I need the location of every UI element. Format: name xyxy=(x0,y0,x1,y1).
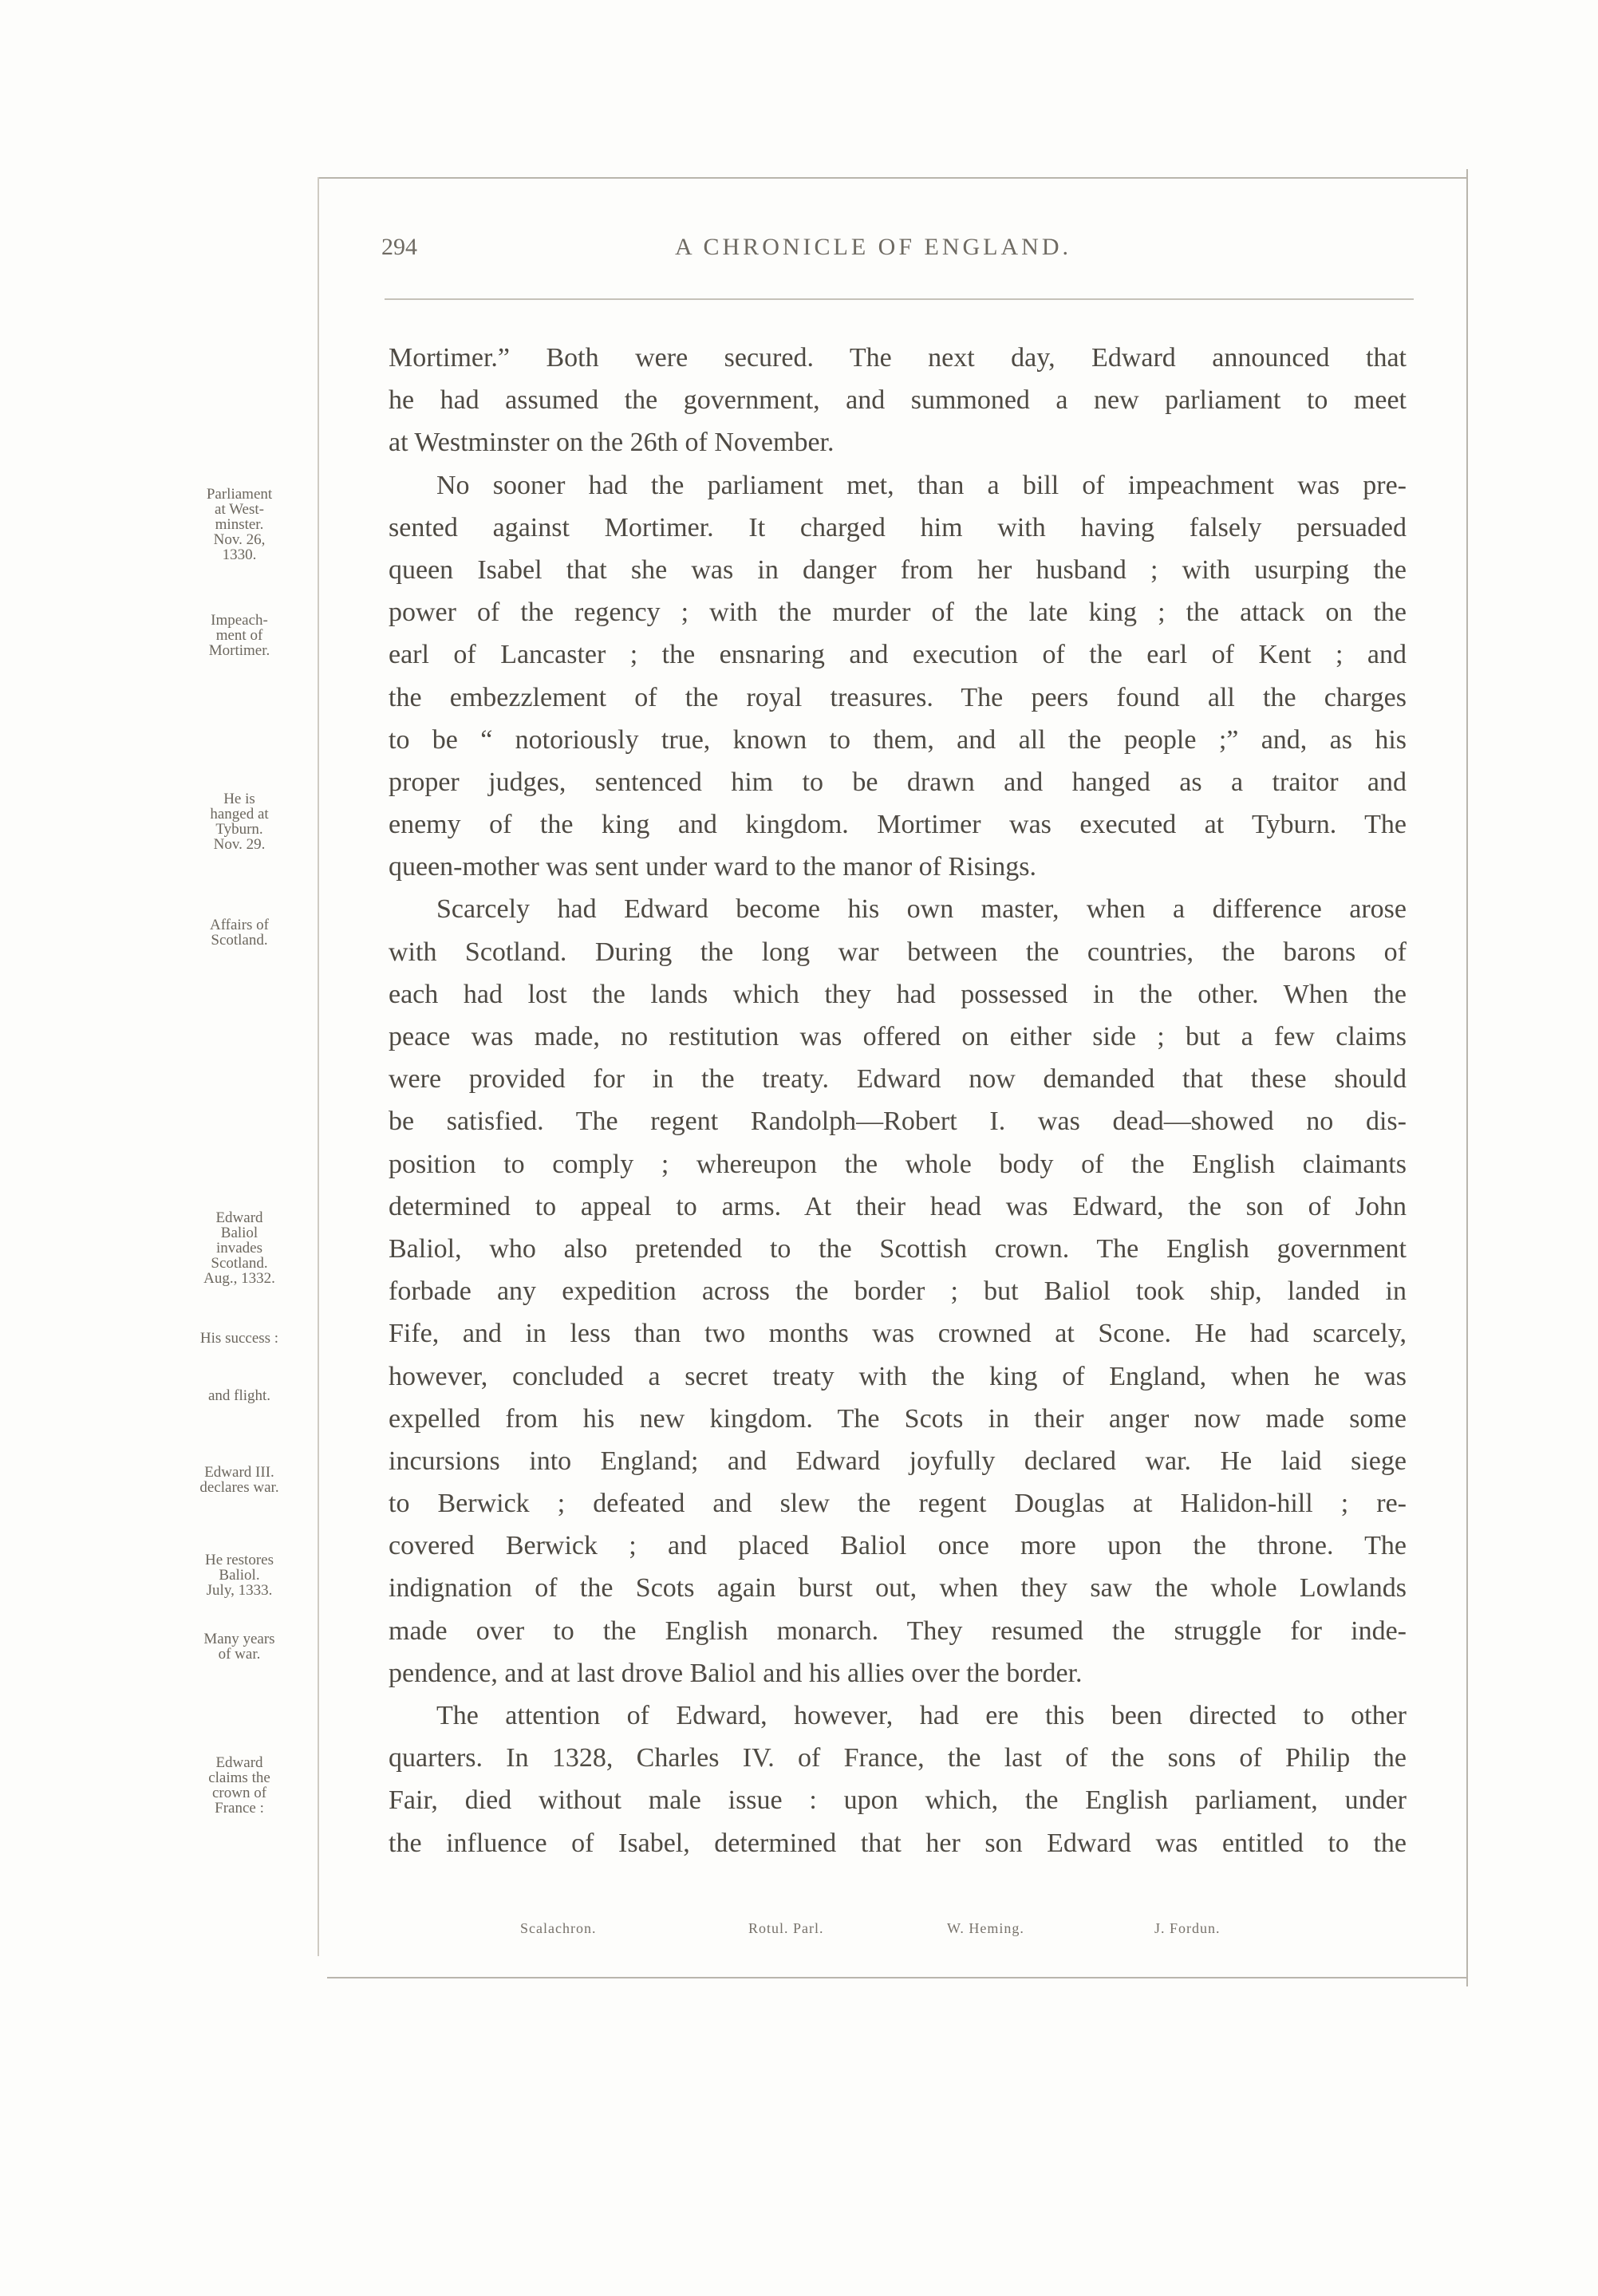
text-line: position to comply ; whereupon the whole body of the English claimants xyxy=(389,1149,1407,1179)
sidenote-baliol-invades: Edward Baliol invades Scotland. Aug., 1332. xyxy=(203,1209,275,1287)
text-line: pendence, and at last drove Baliol and his allies over the border. xyxy=(389,1658,1083,1688)
sidenote-claims-france: Edward claims the crown of France : xyxy=(208,1754,270,1817)
page-frame-right-rule xyxy=(1466,169,1468,1986)
sidenote-scotland: Affairs of Scotland. xyxy=(209,917,270,949)
text-line: Mortimer.” Both were secured. The next day, Edward announced that xyxy=(389,343,1407,373)
text-line: Scarcely had Edward become his own master, when a difference arose xyxy=(436,894,1407,925)
text-line: enemy of the king and kingdom. Mortimer was executed at Tyburn. The xyxy=(389,810,1407,840)
text-line: incursions into England; and Edward joyfully declared war. He laid siege xyxy=(389,1446,1407,1476)
running-title: A CHRONICLE OF ENGLAND. xyxy=(675,234,1071,260)
footer-citation: W. Heming. xyxy=(947,1920,1024,1936)
text-line: however, concluded a secret treaty with the king of England, when he was xyxy=(389,1361,1407,1391)
text-line: Fair, died without male issue : upon which, the English parliament, under xyxy=(389,1785,1407,1816)
text-line: covered Berwick ; and placed Baliol once more upon the throne. The xyxy=(389,1531,1407,1561)
page-frame-left-rule xyxy=(318,177,319,1956)
text-line: indignation of the Scots again burst out, when they saw the whole Lowlands xyxy=(389,1573,1407,1604)
text-line: earl of Lancaster ; the ensnaring and execution of the earl of Kent ; and xyxy=(389,640,1407,670)
text-line: Fife, and in less than two months was crowned at Scone. He had scarcely, xyxy=(389,1319,1407,1349)
sidenote-flight: and flight. xyxy=(207,1387,271,1404)
text-line: queen-mother was sent under ward to the manor of Risings. xyxy=(389,852,1037,882)
footer-citation: J. Fordun. xyxy=(1154,1920,1221,1936)
text-line: queen Isabel that she was in danger from her husband ; with usurping the xyxy=(389,554,1407,585)
footer-citation: Rotul. Parl. xyxy=(748,1920,824,1936)
text-line: at Westminster on the 26th of November. xyxy=(389,428,835,458)
sidenote-hanged: He is hanged at Tyburn. Nov. 29. xyxy=(210,791,269,853)
text-line: be satisfied. The regent Randolph—Robert I. was dead—showed no dis- xyxy=(389,1107,1407,1137)
sidenote-years-of-war: Many years of war. xyxy=(203,1631,275,1663)
sidenote-parliament: Parliament at West- minster. Nov. 26, 1330. xyxy=(206,486,273,563)
text-line: expelled from his new kingdom. The Scots in their anger now made some xyxy=(389,1403,1407,1434)
text-line: Baliol, who also pretended to the Scottish crown. The English government xyxy=(389,1233,1407,1264)
text-line: each had lost the lands which they had possessed in the other. When the xyxy=(389,979,1407,1009)
text-line: the embezzlement of the royal treasures. The peers found all the charges xyxy=(389,682,1407,712)
footer-citation: Scalachron. xyxy=(520,1920,597,1936)
sidenote-impeachment: Impeach- ment of Mortimer. xyxy=(208,612,270,659)
text-line: sented against Mortimer. It charged him with having falsely persuaded xyxy=(389,512,1407,542)
text-line: were provided for in the treaty. Edward now demanded that these should xyxy=(389,1064,1407,1095)
sidenote-declares-war: Edward III. declares war. xyxy=(199,1464,279,1496)
page-frame-top-rule xyxy=(318,177,1468,179)
text-line: determined to appeal to arms. At their head was Edward, the son of John xyxy=(389,1191,1407,1221)
header-rule xyxy=(385,298,1414,300)
text-line: power of the regency ; with the murder of the late king ; the attack on the xyxy=(389,598,1407,628)
text-line: to be “ notoriously true, known to them, and all the people ;” and, as his xyxy=(389,724,1407,755)
text-line: he had assumed the government, and summoned a new parliament to meet xyxy=(389,385,1407,416)
text-line: made over to the English monarch. They resumed the struggle for inde- xyxy=(389,1615,1407,1646)
page-number: 294 xyxy=(381,234,417,260)
text-line: the influence of Isabel, determined that her son Edward was entitled to the xyxy=(389,1828,1407,1858)
text-line: with Scotland. During the long war between the countries, the barons of xyxy=(389,937,1407,967)
text-line: to Berwick ; defeated and slew the regent Douglas at Halidon-hill ; re- xyxy=(389,1489,1407,1519)
text-line: quarters. In 1328, Charles IV. of France, the last of the sons of Philip the xyxy=(389,1743,1407,1773)
text-line: No sooner had the parliament met, than a bill of impeachment was pre- xyxy=(436,470,1407,500)
text-line: The attention of Edward, however, had ere this been directed to other xyxy=(436,1701,1407,1730)
sidenote-restores-baliol: He restores Baliol. July, 1333. xyxy=(205,1552,274,1599)
text-line: peace was made, no restitution was offered on either side ; but a few claims xyxy=(389,1022,1407,1051)
page-frame-bottom-rule xyxy=(327,1977,1466,1978)
body-text xyxy=(389,337,1407,1864)
sidenote-success: His success : xyxy=(199,1330,279,1347)
text-line: proper judges, sentenced him to be drawn and hanged as a traitor and xyxy=(389,767,1407,797)
text-line: forbade any expedition across the border ; but Baliol took ship, landed in xyxy=(389,1276,1407,1307)
